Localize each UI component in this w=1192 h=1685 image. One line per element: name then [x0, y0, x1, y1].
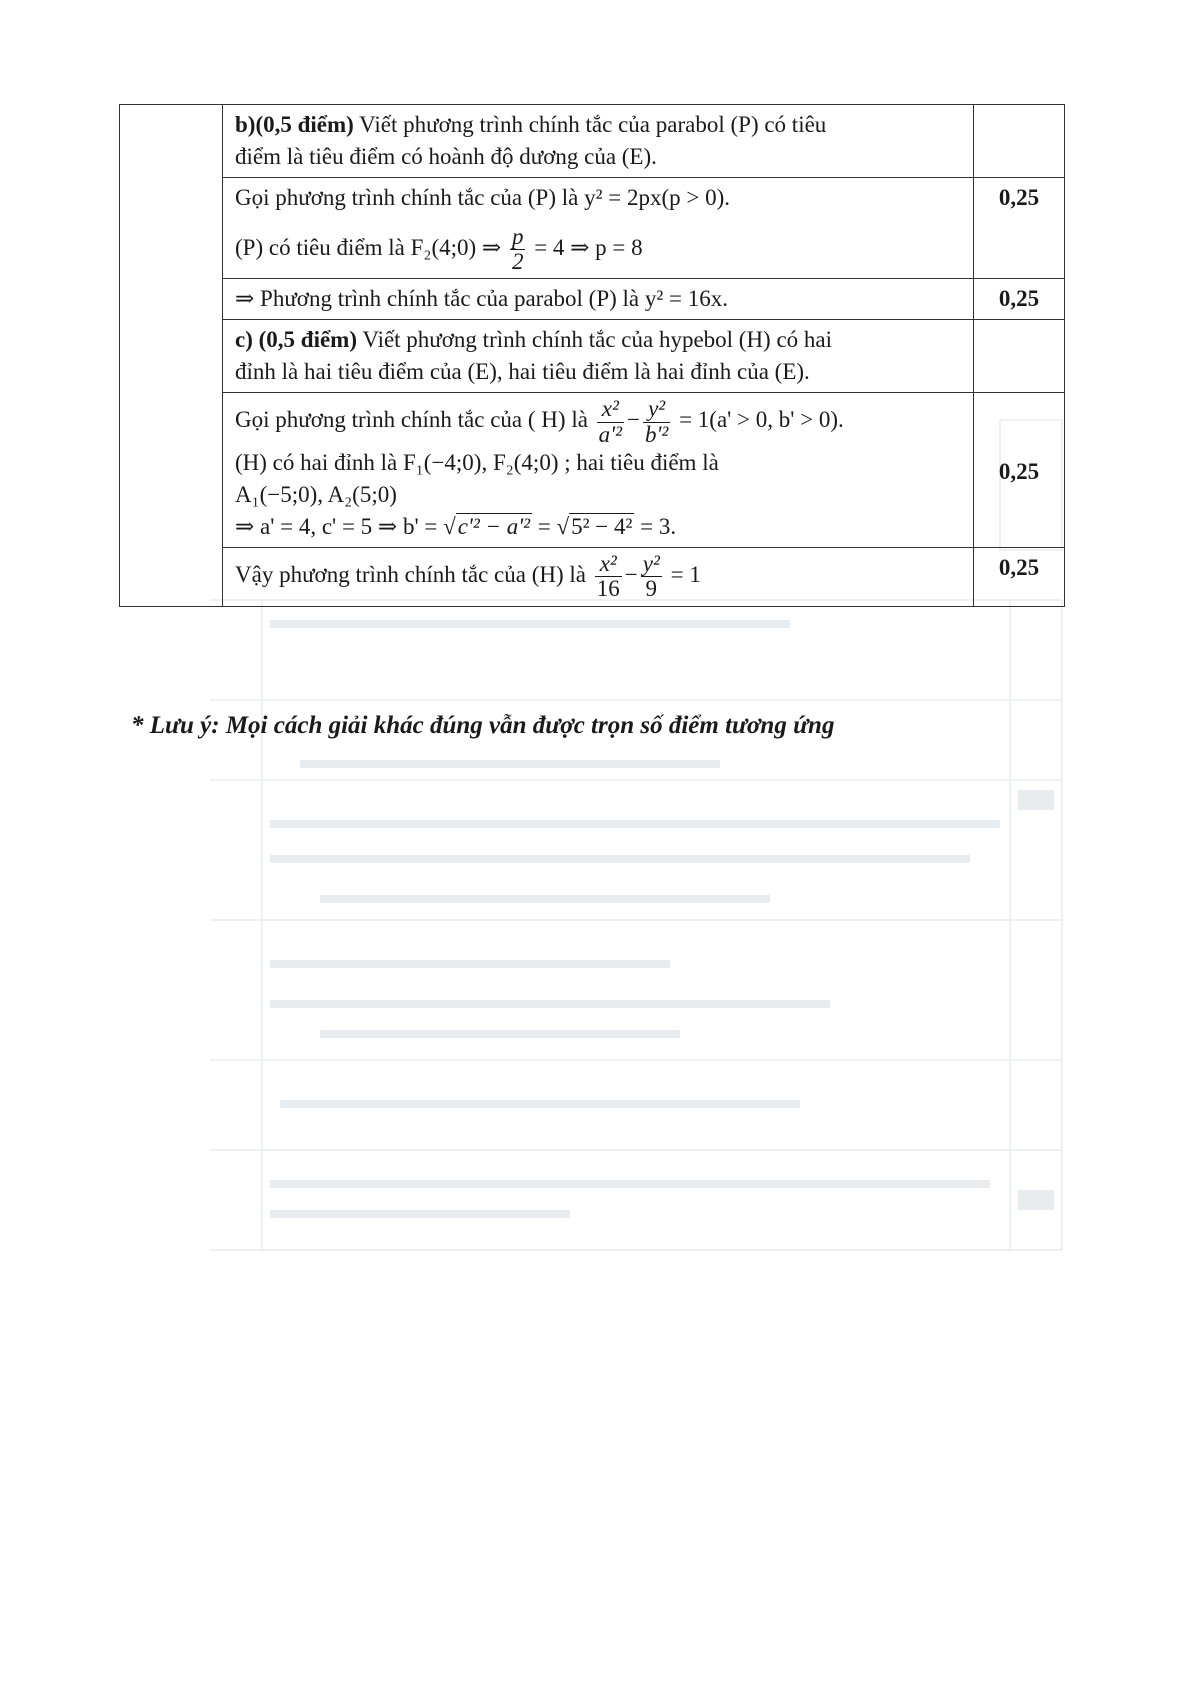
table-row — [120, 105, 1065, 178]
part-b-p-value: = 4 ⇒ p = 8 — [534, 234, 643, 260]
part-b-question-line-2: điểm là tiêu điểm có hoành độ dương của (E). — [235, 144, 657, 170]
fraction-denominator: 9 — [641, 576, 662, 601]
y2-over-b2-fraction — [643, 397, 670, 446]
fraction-numerator: y² — [648, 396, 666, 422]
part-c-step-1-cell — [223, 393, 974, 548]
score-cell: 0,25 — [974, 278, 1065, 319]
fraction-numerator: x² — [601, 396, 619, 422]
fraction-numerator: p — [511, 223, 524, 249]
part-c-step-1-line-4 — [235, 511, 963, 543]
fraction-numerator: x² — [599, 551, 617, 577]
part-b-step-1-line-1: Gọi phương trình chính tắc của (P) là y² = 2px(p > 0). — [235, 185, 731, 211]
part-b-step-1-cell — [223, 178, 974, 278]
part-b-step-2-cell — [223, 278, 974, 319]
score-cell-empty — [974, 320, 1065, 393]
question-number-cell — [120, 105, 223, 607]
part-c-equation-rhs: = 1 — [670, 562, 701, 588]
part-c-equation-intro: Gọi phương trình chính tắc của ( H) là — [235, 407, 588, 433]
table-row — [120, 178, 1065, 278]
fraction-denominator: 16 — [596, 576, 620, 602]
sqrt-expression: √c'² − a'² — [443, 514, 531, 540]
score-cell: 0,25 — [974, 548, 1065, 606]
part-c-step-2-cell — [223, 548, 974, 606]
part-b-question-line-1: Viết phương trình chính tắc của parabol (P) có tiêu — [353, 112, 827, 137]
part-b-label: b)(0,5 điểm) — [235, 112, 354, 137]
grading-table — [119, 104, 1065, 607]
part-b-focus-text: (P) có tiêu điểm là F₂(4;0) ⇒ — [235, 234, 502, 260]
y2-over-9-fraction — [641, 552, 662, 601]
part-c-step-1-line-1: Gọi phương trình chính tắc của ( H) là $\frac{\text{x²}}{\text{a'²}}$ − $\frac{\text{y²}}{\text{b'²}}$ = 1(a' > 0, b' > 0). — [235, 396, 844, 447]
table-row — [120, 393, 1065, 548]
part-c-values: ⇒ a' = 4, c' = 5 ⇒ b' = — [235, 514, 438, 540]
x2-over-a2-fraction — [597, 397, 624, 446]
part-c-question-cell — [223, 320, 974, 393]
radicand: 5² − 4² — [571, 514, 633, 540]
fraction-numerator: y² — [642, 551, 660, 577]
part-c-step-1-line-2: (H) có hai đỉnh là F₁(−4;0), F₂(4;0) ; hai tiêu điểm là — [235, 449, 719, 475]
x2-over-16-fraction — [595, 552, 622, 601]
part-b-question-cell — [223, 105, 974, 178]
part-c-result: = 3. — [640, 514, 677, 540]
part-c-equation-condition: = 1(a' > 0, b' > 0). — [679, 407, 844, 433]
part-c-conclusion-text: Vậy phương trình chính tắc của (H) là — [235, 562, 586, 588]
part-b-step-2-line: ⇒ Phương trình chính tắc của parabol (P) là y² = 16x. — [235, 285, 728, 311]
fraction-denominator: 2 — [511, 248, 524, 274]
footnote: * Lưu ý: Mọi cách giải khác đúng vẫn được trọn số điểm tương ứng — [131, 712, 835, 739]
p-over-2-fraction — [510, 225, 526, 274]
part-c-label: c) (0,5 điểm) — [235, 327, 357, 353]
part-c-step-1-line-3: A₁(−5;0), A₂(5;0) — [235, 481, 397, 507]
equals-sign: = — [537, 514, 551, 540]
score-cell: 0,25 — [974, 178, 1065, 278]
table-row — [120, 548, 1065, 606]
table-row — [120, 320, 1065, 393]
fraction-denominator: b'² — [644, 421, 669, 447]
score-cell-empty — [974, 105, 1065, 178]
part-b-step-1-line-2 — [235, 225, 963, 274]
part-c-question-line-1: Viết phương trình chính tắc của hypebol (H) có hai — [357, 327, 833, 353]
sqrt-expression: √5² − 4² — [556, 514, 633, 540]
part-c-step-2-line: Vậy phương trình chính tắc của (H) là $\frac{\text{x²}}{16}$ − $\frac{\text{y²}}{9}$ = 1 — [235, 551, 701, 602]
table-row — [120, 278, 1065, 319]
fraction-denominator: a'² — [598, 421, 622, 447]
part-c-question-line-2: đỉnh là hai tiêu điểm của (E), hai tiêu điểm là hai đỉnh của (E). — [235, 359, 810, 385]
radicand: c'² − a'² — [457, 514, 531, 540]
score-cell: 0,25 — [974, 393, 1065, 548]
